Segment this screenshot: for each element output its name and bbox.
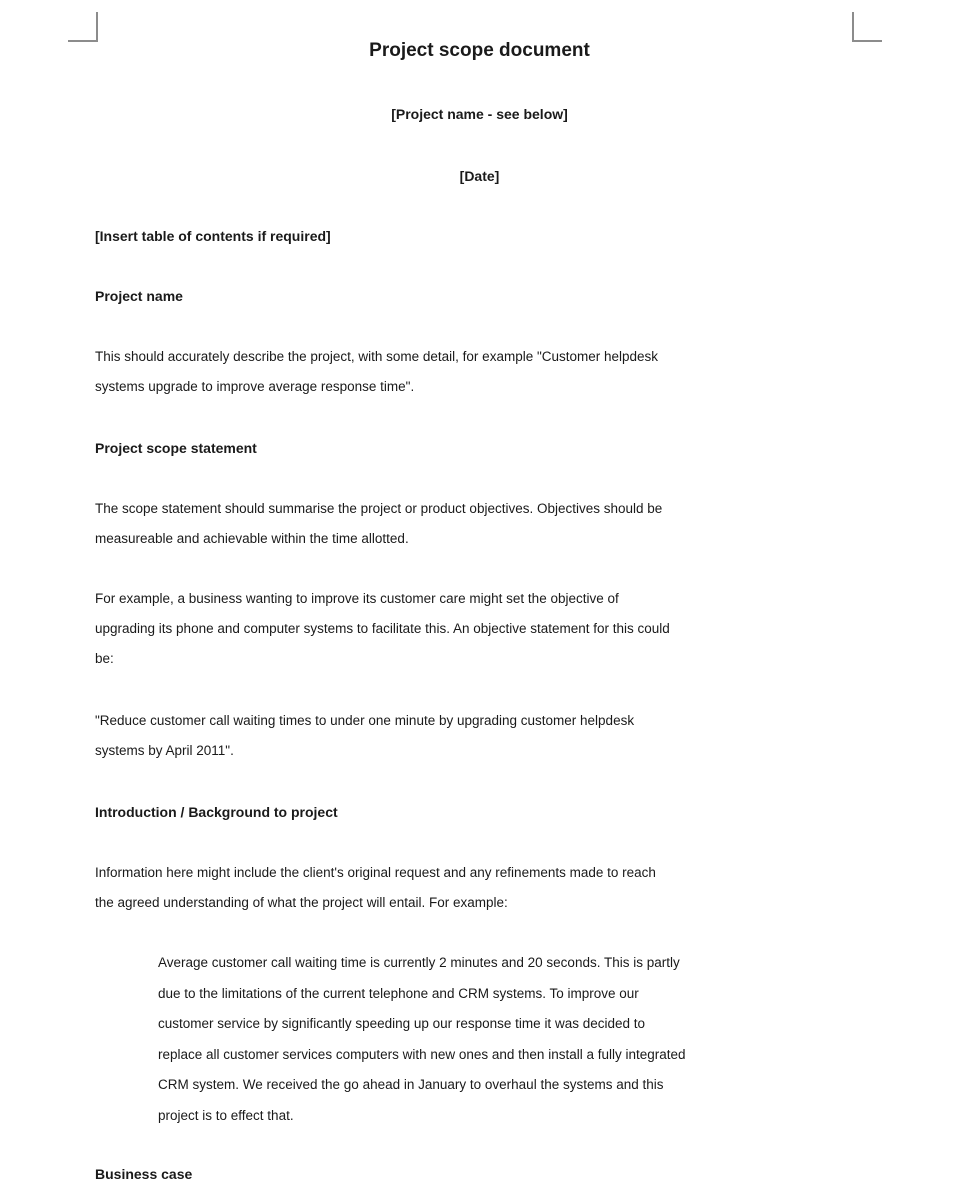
scope-paragraph-1 [95, 494, 855, 554]
quote-line: replace all customer services computers with new ones and then install a fully integrated [158, 1046, 686, 1062]
paragraph-line: systems upgrade to improve average response time". [95, 379, 415, 394]
paragraph-line: upgrading its phone and computer systems to facilitate this. An objective statement for this could [95, 621, 670, 636]
margin-corner-mark-left [68, 12, 98, 42]
paragraph-line: The scope statement should summarise the project or product objectives. Objectives should be [95, 501, 663, 516]
margin-corner-mark-right [852, 12, 882, 42]
paragraph-line: be: [95, 651, 114, 666]
section-heading-scope-statement: Project scope statement [95, 440, 257, 456]
paragraph-line: This should accurately describe the project, with some detail, for example "Customer helpdesk [95, 349, 659, 364]
scope-paragraph-3 [95, 706, 855, 766]
project-name-placeholder: [Project name - see below] [391, 106, 568, 122]
document-title: Project scope document [369, 40, 590, 61]
paragraph-line: systems by April 2011". [95, 743, 234, 758]
paragraph-line: "Reduce customer call waiting times to under one minute by upgrading customer helpdesk [95, 713, 635, 728]
section-heading-introduction: Introduction / Background to project [95, 804, 338, 820]
toc-placeholder: [Insert table of contents if required] [95, 228, 331, 244]
paragraph-line: For example, a business wanting to improve its customer care might set the objective of [95, 591, 619, 606]
quote-line: project is to effect that. [158, 1107, 294, 1123]
section-heading-project-name: Project name [95, 288, 183, 304]
quote-line: due to the limitations of the current telephone and CRM systems. To improve our [158, 985, 639, 1001]
quote-line: customer service by significantly speeding up our response time it was decided to [158, 1016, 645, 1031]
date-placeholder: [Date] [459, 168, 500, 184]
quote-line: Average customer call waiting time is currently 2 minutes and 20 seconds. This is partly [158, 955, 680, 970]
paragraph-line: Information here might include the client's original request and any refinements made to reach [95, 865, 656, 880]
paragraph-line: measureable and achievable within the time allotted. [95, 531, 409, 546]
introduction-paragraph [95, 858, 855, 918]
introduction-example-quote [158, 948, 858, 1131]
project-name-paragraph [95, 342, 855, 402]
section-heading-business-case: Business case [95, 1166, 193, 1182]
quote-line: CRM system. We received the go ahead in January to overhaul the systems and this [158, 1077, 664, 1092]
paragraph-line: the agreed understanding of what the project will entail. For example: [95, 895, 508, 910]
scope-paragraph-2 [95, 584, 855, 674]
